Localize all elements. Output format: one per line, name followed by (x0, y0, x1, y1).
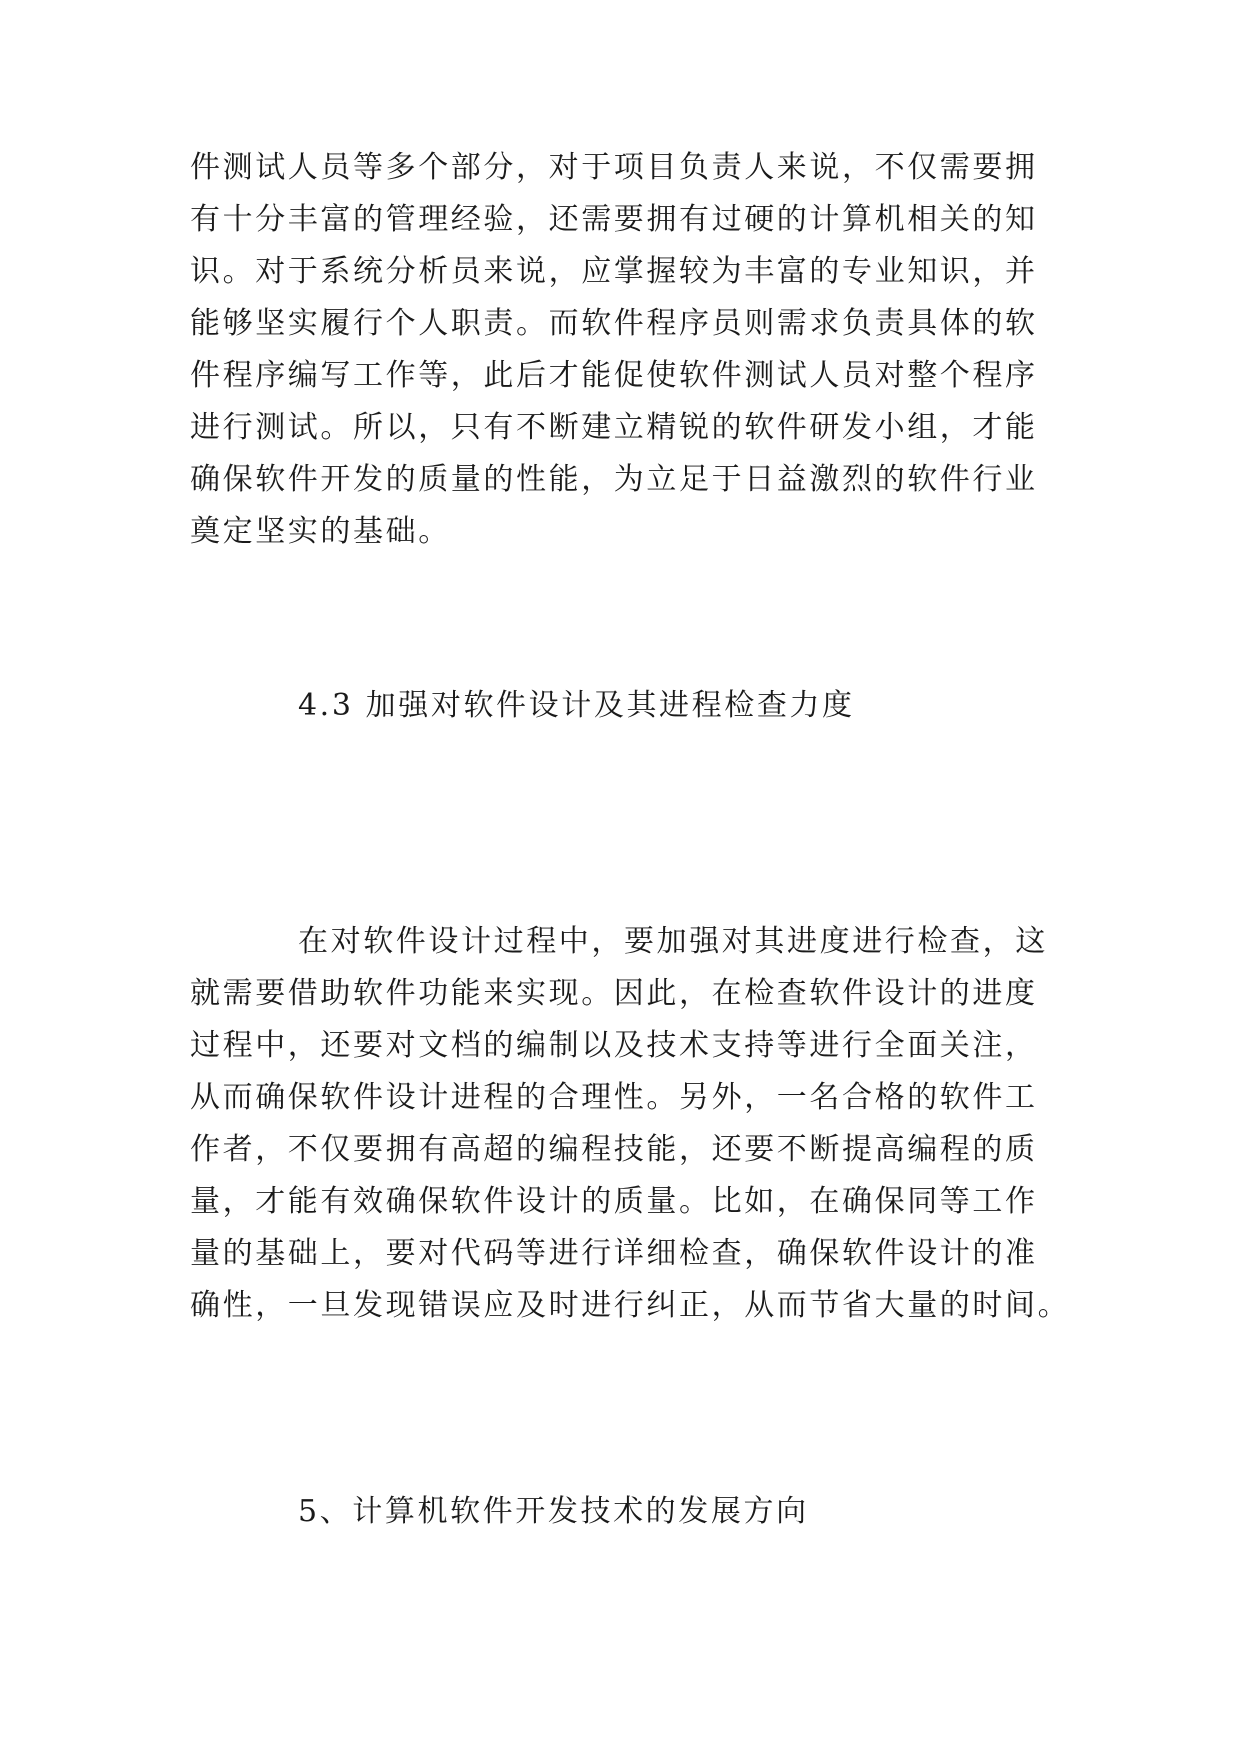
paragraph-line: 作者，不仅要拥有高超的编程技能，还要不断提高编程的质 (190, 1132, 1038, 1167)
paragraph-line: 能够坚实履行个人职责。而软件程序员则需求负责具体的软 (190, 306, 1038, 341)
paragraph-line: 从而确保软件设计进程的合理性。另外，一名合格的软件工 (190, 1080, 1038, 1115)
paragraph-line: 过程中，还要对文档的编制以及技术支持等进行全面关注， (190, 1028, 1038, 1063)
paragraph-line: 奠定坚实的基础。 (190, 514, 451, 549)
section-heading-4-3: 4.3 加强对软件设计及其进程检查力度 (298, 688, 855, 723)
paragraph-line: 确保软件开发的质量的性能，为立足于日益激烈的软件行业 (190, 462, 1038, 497)
paragraph-line: 就需要借助软件功能来实现。因此，在检查软件设计的进度 (190, 976, 1038, 1011)
paragraph-line: 件测试人员等多个部分，对于项目负责人来说，不仅需要拥 (190, 150, 1038, 185)
section-heading-5: 5、计算机软件开发技术的发展方向 (298, 1494, 809, 1529)
paragraph-line: 量的基础上，要对代码等进行详细检查，确保软件设计的准 (190, 1236, 1038, 1271)
paragraph-line: 进行测试。所以，只有不断建立精锐的软件研发小组，才能 (190, 410, 1038, 445)
paragraph-line: 量，才能有效确保软件设计的质量。比如，在确保同等工作 (190, 1184, 1038, 1219)
paragraph-line: 在对软件设计过程中，要加强对其进度进行检查，这 (298, 924, 1048, 959)
paragraph-line: 件程序编写工作等，此后才能促使软件测试人员对整个程序 (190, 358, 1038, 393)
paragraph-line: 确性，一旦发现错误应及时进行纠正，从而节省大量的时间。 (190, 1288, 1071, 1323)
paragraph-line: 识。对于系统分析员来说，应掌握较为丰富的专业知识，并 (190, 254, 1038, 289)
paragraph-line: 有十分丰富的管理经验，还需要拥有过硬的计算机相关的知 (190, 202, 1038, 237)
